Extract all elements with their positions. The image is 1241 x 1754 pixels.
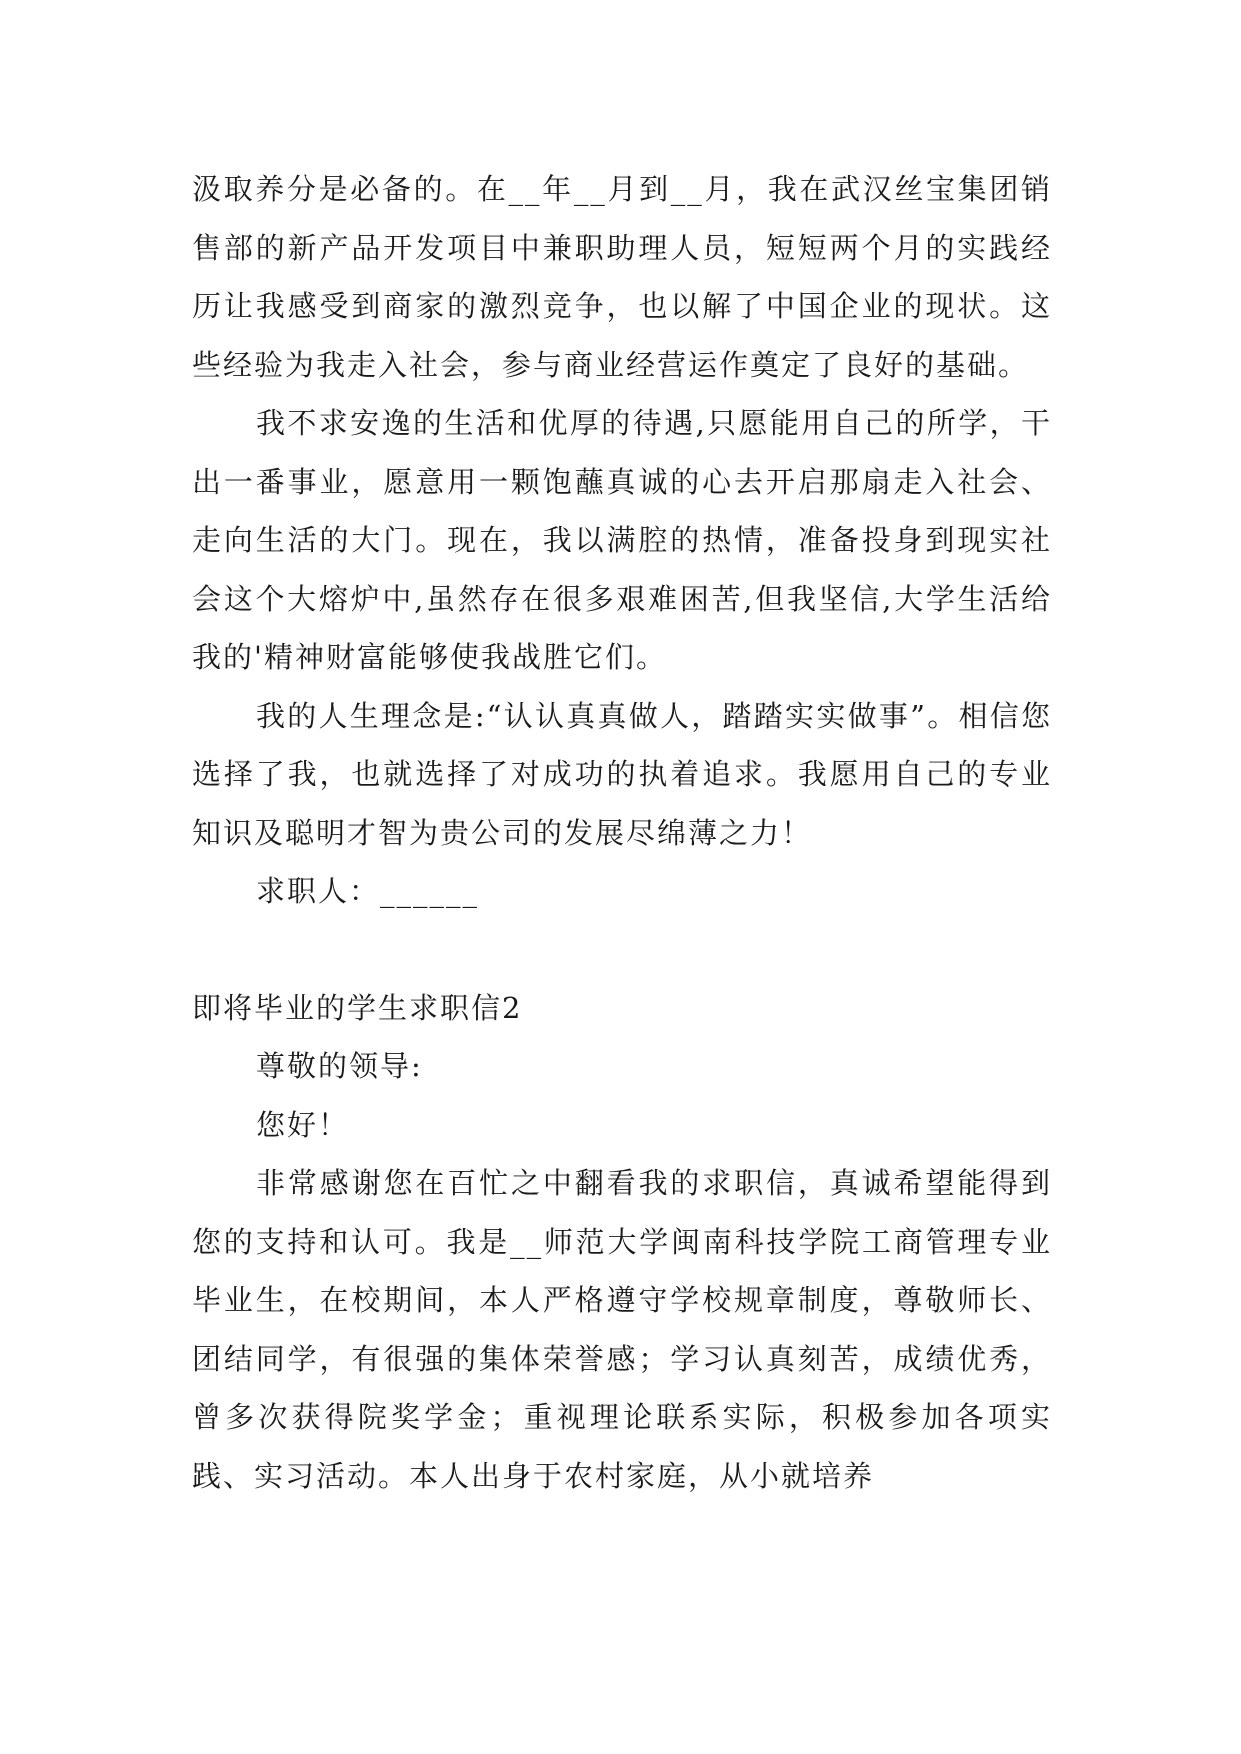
paragraph-aspiration: 我不求安逸的生活和优厚的待遇,只愿能用自己的所学，干出一番事业，愿意用一颗饱蘸真诚的心去开启那扇走入社会、走向生活的大门。现在，我以满腔的热情，准备投身到现实社会这个大熔炉中,虽然存在很多艰难困苦,但我坚信,大学生活给我的'精神财富能够使我战胜它们。 [192, 406, 1052, 674]
letter-2-greeting: 您好！ [256, 1107, 350, 1142]
letter-2-salutation: 尊敬的领导: [256, 1049, 423, 1083]
applicant-signature-line: 求职人：______ [256, 874, 480, 908]
letter-2-body-paragraph: 非常感谢您在百忙之中翻看我的求职信，真诚希望能得到您的支持和认可。我是__师范大学闽南科技学院工商管理专业毕业生，在校期间，本人严格遵守学校规章制度，尊敬师长、团结同学，有很强的集体荣誉感；学习认真刻苦，成绩优秀，曾多次获得院奖学金；重视理论联系实际，积极参加各项实践、实习活动。本人出身于农村家庭，从小就培养 [192, 1166, 1052, 1493]
paragraph-continuation: 汲取养分是必备的。在__年__月到__月，我在武汉丝宝集团销售部的新产品开发项目中兼职助理人员，短短两个月的实践经历让我感受到商家的激烈竞争，也以解了中国企业的现状。这些经验为我走入社会，参与商业经营运作奠定了良好的基础。 [192, 172, 1052, 382]
letter-2-title: 即将毕业的学生求职信2 [192, 990, 523, 1025]
document-body [192, 160, 1052, 1505]
section-spacer [192, 921, 1052, 979]
paragraph-philosophy: 我的人生理念是:“认认真真做人，踏踏实实做事”。相信您选择了我，也就选择了对成功的执着追求。我愿用自己的专业知识及聪明才智为贵公司的发展尽绵薄之力！ [192, 698, 1052, 850]
